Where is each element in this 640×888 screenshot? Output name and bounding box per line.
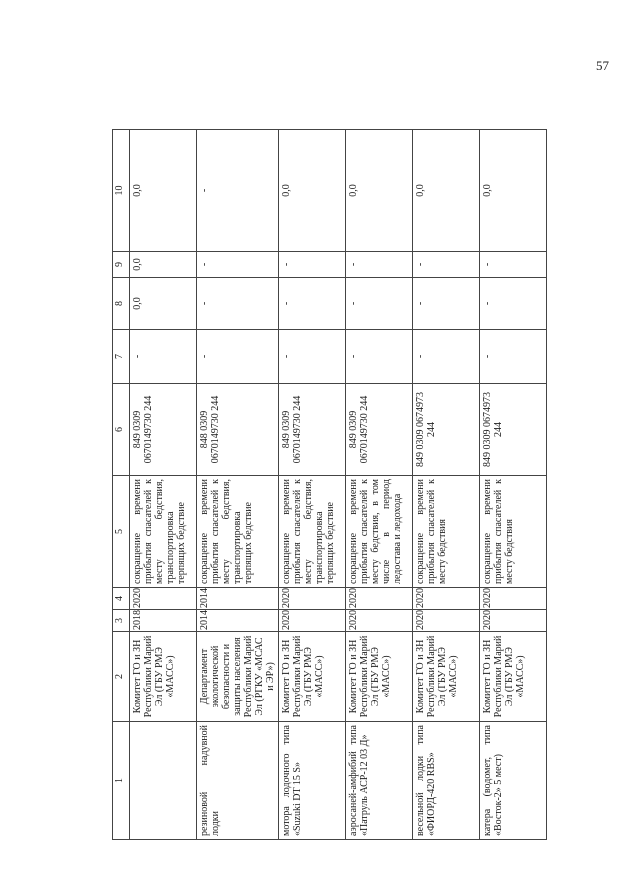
column-number: 5 <box>113 476 130 588</box>
cell-budget-code: 849 0309 0670149730 244 <box>130 384 197 476</box>
cell-budget-code: 849 0309 0674973 244 <box>480 384 547 476</box>
cell-item: весельной лодки типа «ФИОРД-420 RBS» <box>413 722 480 840</box>
cell-value-10: 0,0 <box>346 130 413 252</box>
cell-value-10: 0,0 <box>413 130 480 252</box>
cell-executor: Комитет ГО и ЗН Республики Марий Эл (ГБУ РМЭ «МАСС») <box>279 632 346 722</box>
table-row <box>480 130 547 840</box>
cell-value-10: 0,0 <box>480 130 547 252</box>
column-number: 3 <box>113 610 130 632</box>
cell-budget-code: 848 0309 0670149730 244 <box>197 384 279 476</box>
cell-value-8: - <box>197 278 279 330</box>
cell-budget-code: 849 0309 0670149730 244 <box>279 384 346 476</box>
cell-value-9: - <box>197 252 279 278</box>
cell-end-year: 2014 <box>197 588 279 610</box>
cell-result: сокращение времени прибытия спасателей к месту бедствия <box>413 476 480 588</box>
cell-value-7: - <box>197 330 279 384</box>
cell-executor: Комитет ГО и ЗН Республики Марий Эл (ГБУ РМЭ «МАСС») <box>413 632 480 722</box>
cell-value-9: - <box>279 252 346 278</box>
column-number: 10 <box>113 130 130 252</box>
cell-value-10: 0,0 <box>279 130 346 252</box>
column-number: 6 <box>113 384 130 476</box>
cell-result: сокращение времени прибытия спасателей к месту бедствия, транспортировка терпящих бедствие <box>130 476 197 588</box>
cell-value-7: - <box>413 330 480 384</box>
cell-value-7: - <box>346 330 413 384</box>
program-table <box>112 129 547 840</box>
column-number: 7 <box>113 330 130 384</box>
cell-value-9: 0,0 <box>130 252 197 278</box>
cell-end-year: 2020 <box>130 588 197 610</box>
cell-value-8: - <box>480 278 547 330</box>
cell-item <box>130 722 197 840</box>
cell-executor: Комитет ГО и ЗН Республики Марий Эл (ГБУ РМЭ «МАСС») <box>130 632 197 722</box>
cell-end-year: 2020 <box>480 588 547 610</box>
cell-start-year: 2014 <box>197 610 279 632</box>
column-number: 4 <box>113 588 130 610</box>
page-number: 57 <box>596 58 609 73</box>
cell-budget-code: 849 0309 0670149730 244 <box>346 384 413 476</box>
cell-value-8: - <box>279 278 346 330</box>
cell-executor: Департамент экологической безопасности и защиты населения Республики Марий Эл (РГКУ «МСАС и ЭР») <box>197 632 279 722</box>
cell-value-8: - <box>346 278 413 330</box>
cell-executor: Комитет ГО и ЗН Республики Марий Эл (ГБУ РМЭ «МАСС») <box>346 632 413 722</box>
rotated-table-wrapper <box>112 130 534 840</box>
cell-start-year: 2020 <box>279 610 346 632</box>
table-row <box>279 130 346 840</box>
cell-result: сокращение времени прибытия спасателей к месту бедствия, транспортировка терпящих бедствие <box>279 476 346 588</box>
cell-result: сокращение времени прибытия спасателей к месту бедствия, в том числе в период ледостава и ледохода <box>346 476 413 588</box>
column-number: 9 <box>113 252 130 278</box>
cell-value-8: - <box>413 278 480 330</box>
cell-value-7: - <box>130 330 197 384</box>
cell-item: мотора лодочного типа «Suzuki DT 15 S» <box>279 722 346 840</box>
cell-start-year: 2020 <box>346 610 413 632</box>
cell-item: аэросаней-амфибий типа «Патруль АСР-12 03 Д» <box>346 722 413 840</box>
cell-end-year: 2020 <box>279 588 346 610</box>
cell-value-10: - <box>197 130 279 252</box>
cell-value-9: - <box>346 252 413 278</box>
table-row <box>197 130 279 840</box>
cell-end-year: 2020 <box>413 588 480 610</box>
cell-value-9: - <box>413 252 480 278</box>
cell-executor: Комитет ГО и ЗН Республики Марий Эл (ГБУ РМЭ «МАСС») <box>480 632 547 722</box>
cell-item: резиновой надувной лодки <box>197 722 279 840</box>
table-row <box>413 130 480 840</box>
cell-start-year: 2020 <box>413 610 480 632</box>
cell-end-year: 2020 <box>346 588 413 610</box>
cell-result: сокращение времени прибытия спасателей к месту бедствия, транспортировка терпящих бедствие <box>197 476 279 588</box>
table-row <box>130 130 197 840</box>
cell-value-8: 0,0 <box>130 278 197 330</box>
cell-item: катера (водомет, типа «Восток-2» 5 мест) <box>480 722 547 840</box>
table-row <box>346 130 413 840</box>
cell-start-year: 2018 <box>130 610 197 632</box>
cell-value-7: - <box>279 330 346 384</box>
cell-value-7: - <box>480 330 547 384</box>
cell-start-year: 2020 <box>480 610 547 632</box>
column-number: 2 <box>113 632 130 722</box>
cell-value-10: 0,0 <box>130 130 197 252</box>
cell-value-9: - <box>480 252 547 278</box>
column-number: 1 <box>113 722 130 840</box>
cell-result: сокращение времени прибытия спасателей к месту бедствия <box>480 476 547 588</box>
column-number: 8 <box>113 278 130 330</box>
cell-budget-code: 849 0309 0674973 244 <box>413 384 480 476</box>
header-row <box>113 130 130 840</box>
